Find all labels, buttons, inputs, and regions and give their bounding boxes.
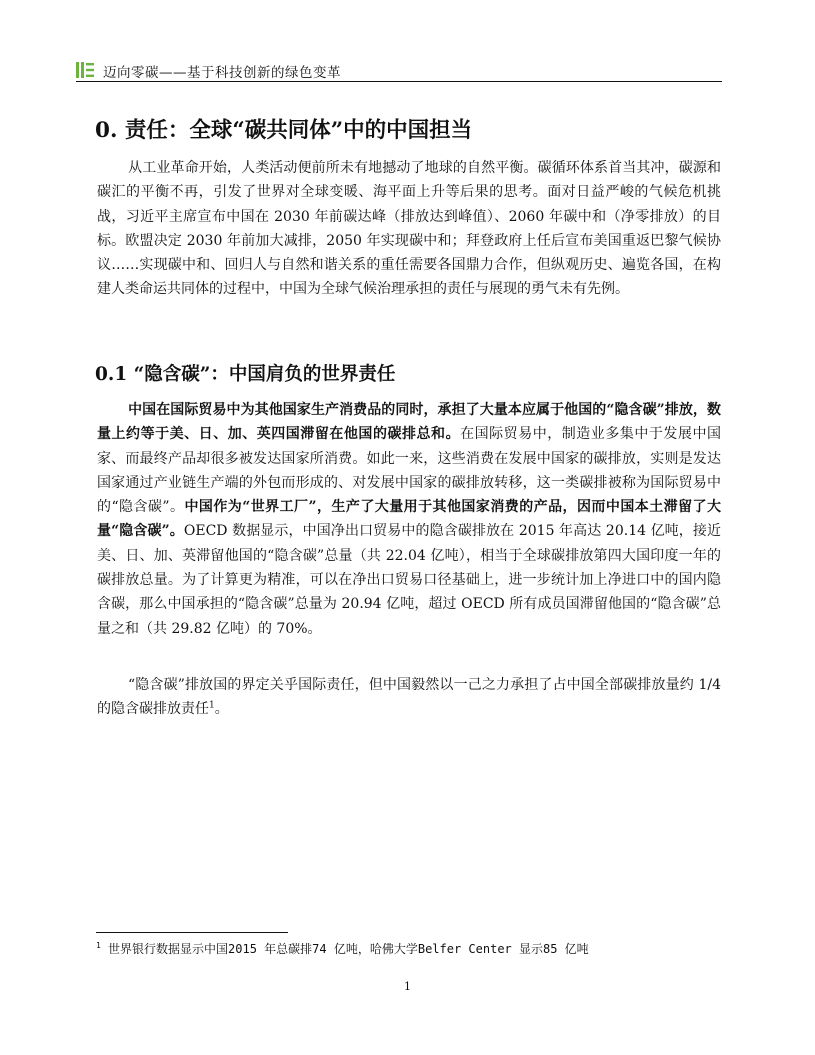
header-title: 迈向零碳——基于科技创新的绿色变革 <box>103 65 341 81</box>
intro-paragraph <box>97 156 721 302</box>
bold-statement-2: 中国作为“世界工厂”，生产了大量用于其他国家消费的产品，因而中国本土滞留了大量“隐含碳”。 <box>97 499 721 540</box>
footnote-text: 世界银行数据显示中国2015 年总碳排74 亿吨，哈佛大学Belfer Center 显示85 亿吨 <box>100 942 589 956</box>
footnote <box>96 940 589 957</box>
section-heading: 0. 责任：全球“碳共同体”中的中国担当 <box>95 118 473 143</box>
body-text-3-end: 。 <box>214 701 229 718</box>
logo-icon <box>76 62 94 78</box>
footnote-rule <box>96 932 288 933</box>
footnote-marker: 1 <box>96 941 101 950</box>
bold-statement-1: 中国在国际贸易中为其他国家生产消费品的同时，承担了大量本应属于他国的“隐含碳”排放，数量上约等于美、日、加、英四国滞留在他国的碳排总和。 <box>97 402 721 443</box>
body-text-3: “隐含碳”排放国的界定关乎国际责任，但中国毅然以一己之力承担了占中国全部碳排放量约 1/4 的隐含碳排放责任 <box>97 677 721 718</box>
embodied-carbon-paragraph <box>97 398 721 641</box>
body-text-1: 在国际贸易中，制造业多集中于发展中国家、而最终产品却很多被发达国家所消费。如此一来，这些消费在发展中国家的碳排放，实则是发达国家通过产业链生产端的外包而形成的、对发展中国家的碳排放转移，这一类碳排被称为国际贸易中的“隐含碳”。 <box>97 426 721 516</box>
body-text-2: OECD 数据显示，中国净出口贸易中的隐含碳排放在 2015 年高达 20.14 亿吨，接近美、日、加、英滞留他国的“隐含碳”总量（共 22.04 亿吨），相当于全球碳排放第四大国印度一年的碳排放总量。为了计算更为精准，可以在净出口贸易口径基础上，进一步统计加上净进口中的国内隐含碳，那么中国承担的“隐含碳”总量为 20.94 亿吨，超过 OECD 所有成员国滞留他国的“隐含碳”总量之和（共 29.82 亿吨）的 70%。 <box>97 523 722 637</box>
subsection-heading: 0.1 “隐含碳”：中国肩负的世界责任 <box>95 364 396 385</box>
page-header <box>76 58 722 82</box>
responsibility-paragraph <box>97 673 721 722</box>
intro-text: 从工业革命开始，人类活动便前所未有地撼动了地球的自然平衡。碳循环体系首当其冲，碳源和碳汇的平衡不再，引发了世界对全球变暖、海平面上升等后果的思考。面对日益严峻的气候危机挑战，习近平主席宣布中国在 2030 年前碳达峰（排放达到峰值）、2060 年碳中和（净零排放）的目标。欧盟决定 2030 年前加大减排，2050 年实现碳中和；拜登政府上任后宣布美国重返巴黎气候协议……实现碳中和、回归人与自然和谐关系的重任需要各国鼎力合作，但纵观历史、遍览各国，在构建人类命运共同体的过程中，中国为全球气候治理承担的责任与展现的勇气未有先例。 <box>97 160 721 298</box>
page-number: 1 <box>404 980 411 993</box>
footnote-reference[interactable]: 1 <box>209 700 215 711</box>
header-rule <box>76 81 722 82</box>
